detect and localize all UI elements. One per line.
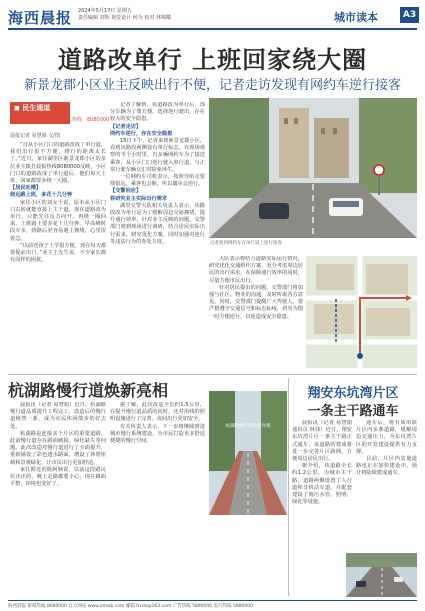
masthead-info: [78, 8, 171, 22]
lead-column-1: [10, 142, 106, 370]
road-opening-photo: [346, 553, 417, 597]
road-photo-image: [209, 391, 287, 515]
street-photo-caption: 记者看到网约车在单行道上逆行接客: [210, 241, 282, 246]
paragraph: 家住小区的刘女士说，原本从小区门口右转就能直接上主干道，现在道路改为单行，只能先往反方向开，再绕一圈回来，上班路上要多花十几分钟。早高峰时段车多，绕路后更容易遇上拥堵，心里很着急。: [10, 199, 106, 242]
issue-date: 2024年5月17日 星期五: [78, 8, 132, 14]
lead-column-3: [209, 256, 303, 372]
story2-column-1: [10, 402, 106, 596]
subhead: 【交警回应】: [110, 188, 142, 195]
paragraph: 家住附近的陈阿姨说，以前这段路坑坑洼洼的，晚上走路都要小心，现在路面平整，环境也变好了。: [10, 466, 106, 488]
subhead: 【居民吐槽】: [10, 185, 42, 192]
tag-label: 民生通道: [22, 104, 51, 112]
paragraph: 记者了解到，该道路改为单行后，部分车辆为了图方便，选择逆行驶出，存在较大的安全隐患。: [110, 102, 205, 123]
route-map: [306, 256, 417, 368]
street-photo-image: [209, 98, 417, 238]
paragraph: 通车后，将有效串联片区内多条道路，缓解周边交通压力，为东坑湾片区的开发建设提供有力支撑。: [356, 420, 417, 455]
subhead: 网约车逆行，存在安全隐患: [110, 130, 173, 137]
subhead: 【记者走访】: [110, 123, 142, 130]
story3-column-2: [356, 420, 417, 550]
story3-column-1: [292, 420, 352, 596]
paragraph: 晨报讯（记者 易慧娟）近日，杭湖路慢行道品质提升工程完工，改造后的慢行道焕然一新，成为市民休闲散步的好去处。: [10, 402, 106, 430]
route-map-image: [306, 256, 417, 368]
page-footer: 海西晨报 新闻热线 8080000 官方网站 www.xmwb.com 邮箱 hxcb@163.com 广告热线 5890000 发行热线 5880000: [8, 600, 417, 609]
editor-credits: 责任编辑 刘辉 视觉设计 何为 校对 林锦耀: [78, 15, 171, 21]
lead-column-2: [110, 102, 205, 370]
road-opening-photo-image: [346, 553, 417, 597]
paragraph: “以前送孩子上学很方便，现在每天都要提前出门。”业主王先生说，不少家长都有同样的困扰。: [10, 242, 106, 264]
paragraph: 有关负责人表示，下一步将继续推进城市慢行系统建设，为市民打造更多舒适便捷的慢行空间。: [110, 423, 205, 445]
section-name: 城市读本: [334, 11, 378, 24]
road-photo: [209, 391, 287, 515]
lead-headline: 道路改单行 上班回家绕大圈: [57, 46, 368, 74]
street-photo: [209, 98, 417, 238]
paragraph: 据了解，此次改造全长约1.5公里，在提升慢行道品质的同时，还对沿线的照明设施进行了完善，夜间出行更加安全。: [110, 402, 205, 423]
lead-byline: 晨报记者 易慧娟 文/图: [10, 133, 60, 139]
story3-headline-b: 一条主干路通车: [307, 404, 399, 419]
story3-headline-a: 翔安东坑湾片区: [307, 386, 399, 401]
lead-subheadline: 新景龙郡小区业主反映出行不便，记者走访发现有网约车逆行接客: [23, 78, 401, 93]
paragraph: 针对居民提出的问题，交警部门将加强与社区、物业的沟通，及时听取各方意见。同时，交警部门提醒广大驾驶人，要严格遵守交通信号和标志标线，切勿为图一时方便逆行，以免造成安全隐患。: [209, 284, 303, 320]
page-number: A3: [400, 7, 419, 23]
subhead: 将研究业主实际出行需求: [110, 195, 168, 202]
newspaper-logo: 海西晨报: [8, 9, 73, 27]
paragraph: 据介绍，该道路全长约1.2公里，为城市主干路，道路两侧设置了人行道和非机动车道，并配套建设了雨污水管、照明、绿化等设施。: [292, 463, 352, 506]
subhead: 绕远路上班，多花十几分钟: [10, 192, 73, 199]
paragraph: 大队表示将结合道路实际运行情况，研究优化交通组织方案，充分考虑周边居民的出行需求，在保障通行效率的同时，尽量方便市民出行。: [209, 256, 303, 284]
masthead: [8, 6, 417, 30]
road-photo-caption: 杭湖路慢行道焕新亮相: [225, 424, 271, 429]
section-divider: [8, 374, 417, 375]
tag-hotline: 热线：8080000: [72, 117, 110, 123]
story2-column-2: [110, 402, 205, 596]
paragraph: 晨报讯（记者 易慧娟 通讯员 林伟）近日，翔安东坑湾片区一条主干路正式通车，该道路的建成将进一步完善片区路网，方便周边居民出行。: [292, 420, 352, 463]
paragraph: 湖里交警大队相关负责人表示，该路段改为单行是为了缓解周边交通拥堵，提升通行效率。针对业主反映的问题，交警部门将到现场进行调研，结合居民实际出行需求，研究优化方案，同时加强对逆行等违法行为的查处力度。: [110, 202, 205, 245]
paragraph: 15日下午，记者来到新景龙郡小区，看到该路段两侧设有单行标志。在现场观察的半个小时里，有多辆网约车为了接送乘客，从小区门口逆行驶入单行道，与正常行驶车辆交汇时险象环生。: [110, 138, 205, 173]
paragraph: 一位网约车司机表示，按照导航走要绕很远，乘客也会催，所以偶尔会逆行。: [110, 174, 205, 188]
speech-bubble-icon: ◼: [14, 104, 23, 112]
paragraph: “自从小区门口的道路改成了单行道，我们出行很不方便，绕行的距离太长了。”近日，家住湖里区新景龙郡小区的多位业主拨打晨报热线8080000反映，小区门口的道路改成了单行道后，他们每天上班、回家都要多绕一大圈。: [10, 142, 106, 185]
paragraph: 杭湖路是连接多个片区的重要道路，此前慢行道存在路面破损、绿化缺失等问题。此次改造对慢行道进行了全面提升，重新铺设了彩色透水路面，增设了休憩座椅和景观绿化，让市民出行更加舒适。: [10, 430, 106, 466]
story2-headline: 杭湖路慢行道焕新亮相: [8, 381, 169, 400]
paragraph: 目前，片区内其他道路也正在加快建设中，预计将陆续建成通车。: [356, 456, 417, 477]
tag-box: [10, 102, 70, 124]
